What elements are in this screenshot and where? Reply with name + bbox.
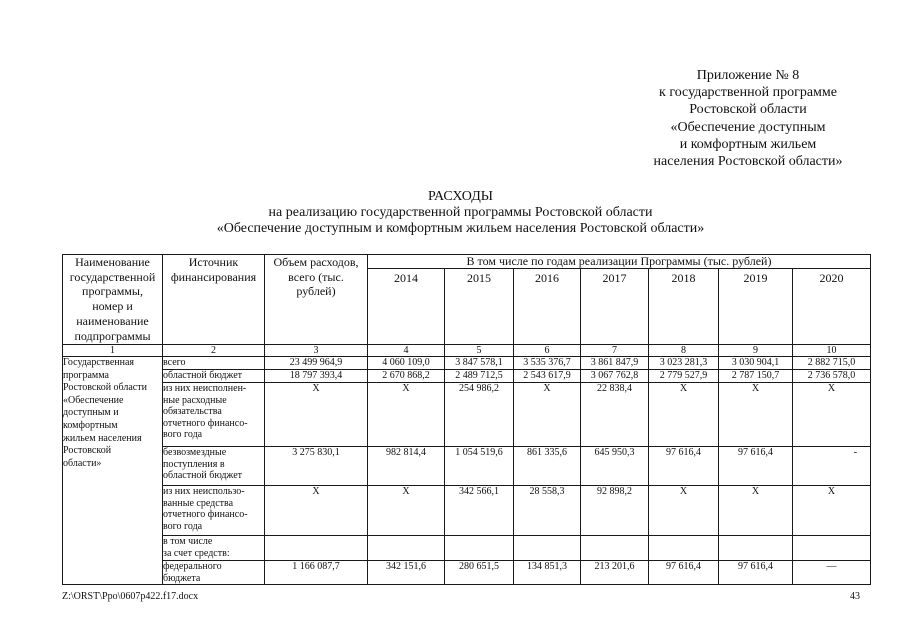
funding-source-line: за счет средств: <box>163 547 230 559</box>
year-amount-cell: 3 023 281,3 <box>649 357 719 370</box>
year-amount-cell <box>793 536 871 561</box>
funding-source-cell <box>163 383 265 447</box>
appendix-line: «Обеспечение доступным <box>670 119 826 135</box>
header-year: 2019 <box>719 269 793 345</box>
total-amount-cell: 3 275 830,1 <box>265 447 368 486</box>
header-line: Наименование <box>75 255 150 269</box>
year-amount-cell: 28 558,3 <box>514 486 581 536</box>
program-name-line: Государственная <box>63 357 135 368</box>
funding-source-line: из них неиспользо- <box>163 486 245 497</box>
appendix-line: Ростовской области <box>689 102 807 118</box>
table-row <box>63 357 871 370</box>
program-name-line: Ростовской области <box>63 382 147 394</box>
year-amount-cell: X <box>514 383 581 447</box>
program-name-line: доступным и <box>63 407 119 419</box>
appendix-line: и комфортным жильем <box>679 136 817 152</box>
header-program-name <box>63 255 163 345</box>
program-name-line: программа <box>63 369 109 381</box>
header-line: программы, <box>82 284 143 299</box>
funding-source-line: федерального <box>163 561 222 572</box>
funding-source-line: отчетного финансо- <box>163 509 248 520</box>
header-line: всего (тыс. <box>288 269 344 284</box>
year-amount-cell: 3 847 578,1 <box>445 357 514 370</box>
funding-source-line: обязательства <box>163 406 222 417</box>
year-amount-cell: X <box>793 486 871 536</box>
year-amount-cell: 254 986,2 <box>445 383 514 447</box>
funding-source-cell <box>163 447 265 486</box>
funding-source-line: из них неисполнен- <box>163 383 247 394</box>
funding-source-cell <box>163 370 265 383</box>
funding-source-line: вого года <box>163 429 203 440</box>
appendix-line: к государственной программе <box>659 85 837 101</box>
expenses-table <box>62 254 871 585</box>
appendix-header <box>640 67 856 170</box>
funding-source-cell <box>163 357 265 370</box>
year-amount-cell: 97 616,4 <box>719 447 793 486</box>
total-amount-cell: X <box>265 383 368 447</box>
title-program-name: «Обеспечение доступным и комфортным жильем населения Ростовской области» <box>216 221 705 236</box>
file-path: Z:\ORST\Ppo\0607p422.f17.docx <box>62 591 199 602</box>
funding-source-line: поступления в <box>163 458 225 470</box>
year-amount-cell: X <box>719 383 793 447</box>
table-row <box>63 447 871 486</box>
table-row <box>63 486 871 536</box>
header-line: государственной <box>69 269 156 284</box>
year-amount-cell: 3 861 847,9 <box>581 357 649 370</box>
funding-source-line: бюджета <box>163 572 201 584</box>
header-funding-source <box>163 255 265 345</box>
table-row <box>63 561 871 585</box>
header-by-years: В том числе по годам реализации Программы (тыс. рублей) <box>368 255 871 269</box>
column-numbers-row <box>63 345 871 357</box>
column-number: 4 <box>368 345 445 357</box>
year-amount-cell: 2 670 868,2 <box>368 370 445 383</box>
year-amount-cell: X <box>368 486 445 536</box>
year-amount-cell: 2 489 712,5 <box>445 370 514 383</box>
title-subheading: на реализацию государственной программы Ростовской области <box>268 205 653 220</box>
year-amount-cell: 3 067 762,8 <box>581 370 649 383</box>
year-amount-cell: 92 898,2 <box>581 486 649 536</box>
year-amount-cell: 4 060 109,0 <box>368 357 445 370</box>
funding-source-line: областной бюджет <box>163 470 243 481</box>
year-amount-cell: 2 543 617,9 <box>514 370 581 383</box>
year-amount-cell: X <box>793 383 871 447</box>
program-name-line: «Обеспечение <box>63 394 124 406</box>
title-heading: РАСХОДЫ <box>428 189 493 204</box>
year-amount-cell: 3 535 376,7 <box>514 357 581 370</box>
year-amount-cell: 2 787 150,7 <box>719 370 793 383</box>
column-number: 3 <box>265 345 368 357</box>
header-year: 2020 <box>793 269 871 345</box>
total-amount-cell <box>265 536 368 561</box>
year-amount-cell: 3 030 904,1 <box>719 357 793 370</box>
header-row <box>63 255 871 269</box>
year-amount-cell: 97 616,4 <box>649 561 719 585</box>
year-amount-cell: 982 814,4 <box>368 447 445 486</box>
year-amount-cell <box>514 536 581 561</box>
funding-source-line: отчетного финансо- <box>163 417 248 429</box>
appendix-line: населения Ростовской области» <box>653 154 843 170</box>
column-number: 7 <box>581 345 649 357</box>
year-amount-cell: 280 651,5 <box>445 561 514 585</box>
year-amount-cell: X <box>719 486 793 536</box>
year-amount-cell: - <box>793 447 871 486</box>
funding-source-line: всего <box>163 357 186 368</box>
funding-source-cell <box>163 561 265 585</box>
funding-source-line: безвозмездные <box>163 447 227 458</box>
year-amount-cell: 134 851,3 <box>514 561 581 585</box>
column-number: 9 <box>719 345 793 357</box>
column-number: 2 <box>163 345 265 357</box>
program-name-line: комфортным <box>63 419 118 431</box>
year-amount-cell: 645 950,3 <box>581 447 649 486</box>
header-year: 2015 <box>445 269 514 345</box>
header-line: финансирования <box>170 269 257 284</box>
page-number: 43 <box>850 591 860 602</box>
year-amount-cell: X <box>368 383 445 447</box>
header-year: 2016 <box>514 269 581 345</box>
year-amount-cell: 22 838,4 <box>581 383 649 447</box>
year-amount-cell <box>649 536 719 561</box>
year-amount-cell: 861 335,6 <box>514 447 581 486</box>
year-amount-cell: 342 566,1 <box>445 486 514 536</box>
column-number: 1 <box>63 345 163 357</box>
year-amount-cell: 97 616,4 <box>719 561 793 585</box>
page-footer <box>62 591 860 603</box>
program-name-line: Ростовской <box>63 445 112 457</box>
table-body <box>63 357 871 585</box>
header-line: номер и <box>92 299 133 314</box>
header-line: наименование <box>76 313 149 328</box>
funding-source-cell <box>163 536 265 561</box>
table-row <box>63 536 871 561</box>
header-total-expenses <box>265 255 368 345</box>
funding-source-line: областной бюджет <box>163 370 243 381</box>
funding-source-line: ванные средства <box>163 497 234 509</box>
year-amount-cell: 97 616,4 <box>649 447 719 486</box>
table-row <box>63 370 871 383</box>
funding-source-line: в том числе <box>163 536 213 547</box>
column-number: 10 <box>793 345 871 357</box>
year-amount-cell <box>368 536 445 561</box>
program-name-line: жильем населения <box>63 432 142 444</box>
column-number: 8 <box>649 345 719 357</box>
year-amount-cell: X <box>649 383 719 447</box>
header-line: Источник <box>188 255 239 269</box>
table-row <box>63 383 871 447</box>
program-name-cell <box>63 357 163 585</box>
header-line: Объем расходов, <box>273 255 359 269</box>
total-amount-cell: 18 797 393,4 <box>265 370 368 383</box>
header-year: 2014 <box>368 269 445 345</box>
year-amount-cell <box>581 536 649 561</box>
total-amount-cell: 1 166 087,7 <box>265 561 368 585</box>
funding-source-cell <box>163 486 265 536</box>
total-amount-cell: X <box>265 486 368 536</box>
program-name-line: области» <box>63 457 102 469</box>
year-amount-cell: — <box>793 561 871 585</box>
year-amount-cell: 2 736 578,0 <box>793 370 871 383</box>
header-year: 2017 <box>581 269 649 345</box>
year-amount-cell: 1 054 519,6 <box>445 447 514 486</box>
column-number: 5 <box>445 345 514 357</box>
header-line: подпрограммы <box>74 328 151 343</box>
header-line: рублей) <box>296 284 336 299</box>
year-amount-cell: 2 779 527,9 <box>649 370 719 383</box>
funding-source-line: вого года <box>163 520 203 532</box>
total-amount-cell: 23 499 964,9 <box>265 357 368 370</box>
year-amount-cell: 2 882 715,0 <box>793 357 871 370</box>
year-amount-cell <box>719 536 793 561</box>
year-amount-cell: X <box>649 486 719 536</box>
year-amount-cell: 213 201,6 <box>581 561 649 585</box>
year-amount-cell <box>445 536 514 561</box>
year-amount-cell: 342 151,6 <box>368 561 445 585</box>
appendix-number: Приложение № 8 <box>696 68 800 83</box>
funding-source-line: ные расходные <box>163 394 227 406</box>
column-number: 6 <box>514 345 581 357</box>
document-title <box>62 189 859 237</box>
header-year: 2018 <box>649 269 719 345</box>
